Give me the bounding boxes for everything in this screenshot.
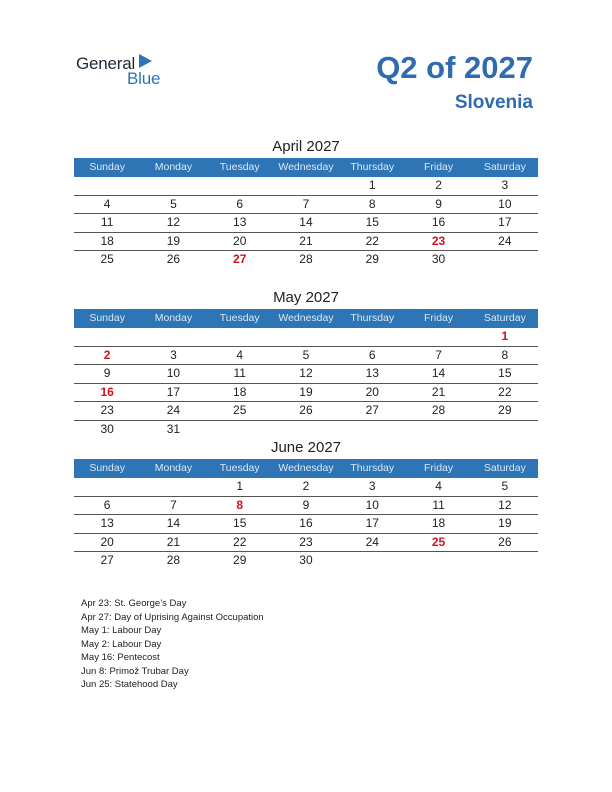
week-row	[74, 534, 538, 553]
week-row	[74, 365, 538, 384]
holiday-day-cell: 16	[100, 384, 114, 399]
day-cell: 24	[498, 233, 512, 248]
holiday-note: Jun 25: Statehood Day	[81, 679, 178, 690]
week-row	[74, 177, 538, 196]
logo	[76, 52, 186, 88]
day-cell: 23	[100, 403, 114, 417]
day-cell: 3	[501, 178, 509, 192]
day-cell: 5	[302, 347, 310, 362]
holiday-day-cell: 2	[103, 347, 111, 362]
month-june	[74, 437, 538, 570]
day-cell	[207, 421, 273, 439]
month-may	[74, 287, 538, 438]
day-cell	[273, 421, 339, 439]
day-cell: 14	[166, 516, 181, 530]
day-cell: 1	[236, 479, 244, 493]
week-row	[74, 233, 538, 252]
day-cell: 9	[103, 366, 111, 380]
month-title: May 2027	[273, 289, 339, 306]
holiday-day-cell: 8	[236, 497, 244, 512]
month-title: June 2027	[270, 439, 342, 456]
weekday-label: Wednesday	[278, 161, 334, 173]
day-cell: 5	[170, 196, 177, 211]
day-cell	[472, 251, 538, 269]
day-cell: 15	[498, 366, 512, 380]
day-cell: 19	[166, 233, 181, 248]
day-cell	[140, 328, 206, 346]
day-cell	[74, 478, 140, 496]
week-row	[74, 251, 538, 269]
week-row	[74, 552, 538, 570]
day-cell: 20	[365, 384, 379, 399]
day-cell: 30	[431, 252, 446, 266]
day-cell: 17	[498, 215, 512, 229]
week-row	[74, 402, 538, 421]
day-cell: 6	[236, 196, 244, 211]
day-cell: 24	[166, 403, 181, 417]
holiday-day-cell: 1	[501, 329, 509, 343]
holiday-note: May 1: Labour Day	[81, 625, 162, 636]
day-cell: 29	[365, 252, 379, 266]
day-cell: 21	[166, 534, 181, 549]
week-row	[74, 515, 538, 534]
weekday-label: Tuesday	[219, 312, 260, 324]
day-cell: 9	[302, 497, 310, 512]
day-cell: 22	[498, 384, 512, 399]
weekday-label: Monday	[154, 462, 193, 474]
day-cell: 31	[166, 421, 181, 436]
day-cell: 24	[365, 534, 379, 549]
day-cell	[405, 552, 471, 570]
day-cell: 25	[100, 252, 114, 266]
week-row	[74, 421, 538, 439]
day-cell	[74, 177, 140, 195]
day-cell: 28	[166, 553, 181, 567]
day-cell: 29	[233, 553, 247, 567]
day-cell: 14	[299, 215, 313, 229]
weeks	[74, 478, 538, 570]
month-april	[74, 136, 538, 269]
day-cell	[339, 328, 405, 346]
day-cell: 30	[299, 553, 313, 567]
week-row	[74, 478, 538, 497]
day-cell	[405, 328, 471, 346]
day-cell: 27	[365, 403, 379, 417]
weeks	[74, 177, 538, 269]
holiday-note: Apr 23: St. George’s Day	[81, 598, 187, 609]
day-cell: 20	[100, 534, 114, 549]
week-row	[74, 497, 538, 516]
holiday-day-cell: 27	[233, 252, 247, 266]
day-cell	[339, 421, 405, 439]
month-title: April 2027	[272, 138, 340, 155]
week-row	[74, 328, 538, 347]
holiday-notes	[81, 597, 264, 692]
week-row	[74, 214, 538, 233]
day-cell: 23	[299, 534, 313, 549]
day-cell	[273, 177, 339, 195]
day-cell: 10	[498, 196, 512, 211]
day-cell: 7	[435, 347, 442, 362]
weekday-label: Friday	[423, 161, 454, 173]
day-cell: 5	[501, 479, 509, 493]
day-cell: 2	[302, 479, 310, 493]
day-cell	[405, 421, 471, 439]
day-cell: 19	[498, 516, 512, 530]
weekday-label: Sunday	[89, 462, 125, 474]
weekday-label: Tuesday	[219, 161, 260, 173]
day-cell: 16	[299, 516, 313, 530]
day-cell: 10	[365, 497, 379, 512]
day-cell: 11	[100, 215, 114, 229]
weekday-label: Wednesday	[278, 312, 334, 324]
weekday-label: Sunday	[89, 312, 125, 324]
week-row	[74, 384, 538, 403]
day-cell: 13	[365, 366, 379, 380]
day-cell: 12	[299, 366, 313, 380]
day-cell: 26	[498, 534, 512, 549]
day-cell	[472, 421, 538, 439]
holiday-note: May 16: Pentecost	[81, 652, 160, 663]
weekday-label: Thursday	[350, 161, 395, 173]
day-cell	[207, 328, 273, 346]
weekday-label: Friday	[423, 312, 454, 324]
day-cell: 26	[299, 403, 313, 417]
weekday-label: Sunday	[89, 161, 125, 173]
week-row	[74, 196, 538, 215]
holiday-day-cell: 25	[431, 534, 446, 549]
day-cell: 22	[233, 534, 247, 549]
day-cell: 20	[233, 233, 247, 248]
weekday-label: Thursday	[350, 462, 395, 474]
day-cell: 25	[233, 403, 247, 417]
logo-word-blue: Blue	[127, 69, 161, 88]
weekday-label: Saturday	[483, 462, 526, 474]
page-title: Q2 of 2027	[376, 50, 533, 85]
day-cell: 8	[501, 347, 509, 362]
day-cell: 13	[100, 516, 114, 530]
holiday-day-cell: 23	[431, 233, 446, 248]
weekday-label: Monday	[154, 161, 193, 173]
day-cell: 4	[103, 196, 111, 211]
day-cell: 17	[365, 516, 379, 530]
week-row	[74, 347, 538, 366]
day-cell: 12	[498, 497, 512, 512]
weekday-label: Friday	[423, 462, 454, 474]
day-cell: 7	[302, 196, 310, 211]
day-cell: 26	[166, 252, 181, 266]
day-cell: 13	[233, 215, 247, 229]
day-cell: 21	[299, 233, 313, 248]
day-cell: 30	[100, 421, 114, 436]
day-cell: 10	[166, 366, 181, 380]
day-cell: 4	[236, 347, 244, 362]
day-cell: 15	[365, 215, 379, 229]
weekday-header	[74, 309, 538, 328]
day-cell: 1	[368, 178, 376, 192]
weekday-label: Saturday	[483, 161, 526, 173]
day-cell	[140, 478, 206, 496]
day-cell: 22	[365, 233, 379, 248]
day-cell: 16	[431, 215, 446, 229]
day-cell: 12	[166, 215, 181, 229]
day-cell: 17	[166, 384, 181, 399]
day-cell	[140, 177, 206, 195]
weekday-label: Wednesday	[278, 462, 334, 474]
weekday-label: Thursday	[350, 312, 395, 324]
logo-word-general: General	[76, 54, 136, 73]
holiday-note: Jun 8: Primož Trubar Day	[81, 665, 189, 677]
day-cell: 28	[299, 252, 313, 266]
day-cell: 11	[233, 366, 246, 380]
day-cell: 19	[299, 384, 313, 399]
day-cell: 14	[431, 366, 446, 380]
day-cell: 27	[100, 553, 114, 567]
day-cell: 4	[435, 479, 442, 493]
day-cell: 3	[368, 479, 376, 493]
day-cell: 8	[368, 196, 376, 211]
weekday-label: Monday	[154, 312, 193, 324]
day-cell: 21	[431, 384, 446, 399]
country-name: Slovenia	[454, 92, 533, 113]
day-cell: 6	[368, 347, 376, 362]
day-cell: 28	[431, 403, 446, 417]
holiday-note: Apr 27: Day of Uprising Against Occupation	[81, 611, 264, 623]
day-cell: 18	[100, 233, 114, 248]
holiday-note: May 2: Labour Day	[81, 638, 162, 650]
day-cell	[207, 177, 273, 195]
day-cell: 11	[432, 497, 445, 512]
day-cell	[74, 328, 140, 346]
weekday-header	[74, 158, 538, 177]
weekday-label: Tuesday	[219, 462, 260, 474]
weekday-label: Saturday	[483, 312, 526, 324]
logo-flag-icon	[139, 54, 152, 68]
weeks	[74, 328, 538, 438]
weekday-header	[74, 459, 538, 478]
day-cell: 18	[431, 516, 446, 530]
day-cell: 3	[170, 347, 177, 362]
day-cell: 15	[233, 516, 247, 530]
day-cell	[339, 552, 405, 570]
day-cell: 2	[435, 178, 442, 192]
day-cell: 7	[170, 497, 177, 512]
day-cell: 6	[103, 497, 111, 512]
day-cell: 9	[435, 196, 442, 211]
day-cell: 18	[233, 384, 247, 399]
day-cell	[472, 552, 538, 570]
day-cell: 29	[498, 403, 512, 417]
day-cell	[273, 328, 339, 346]
